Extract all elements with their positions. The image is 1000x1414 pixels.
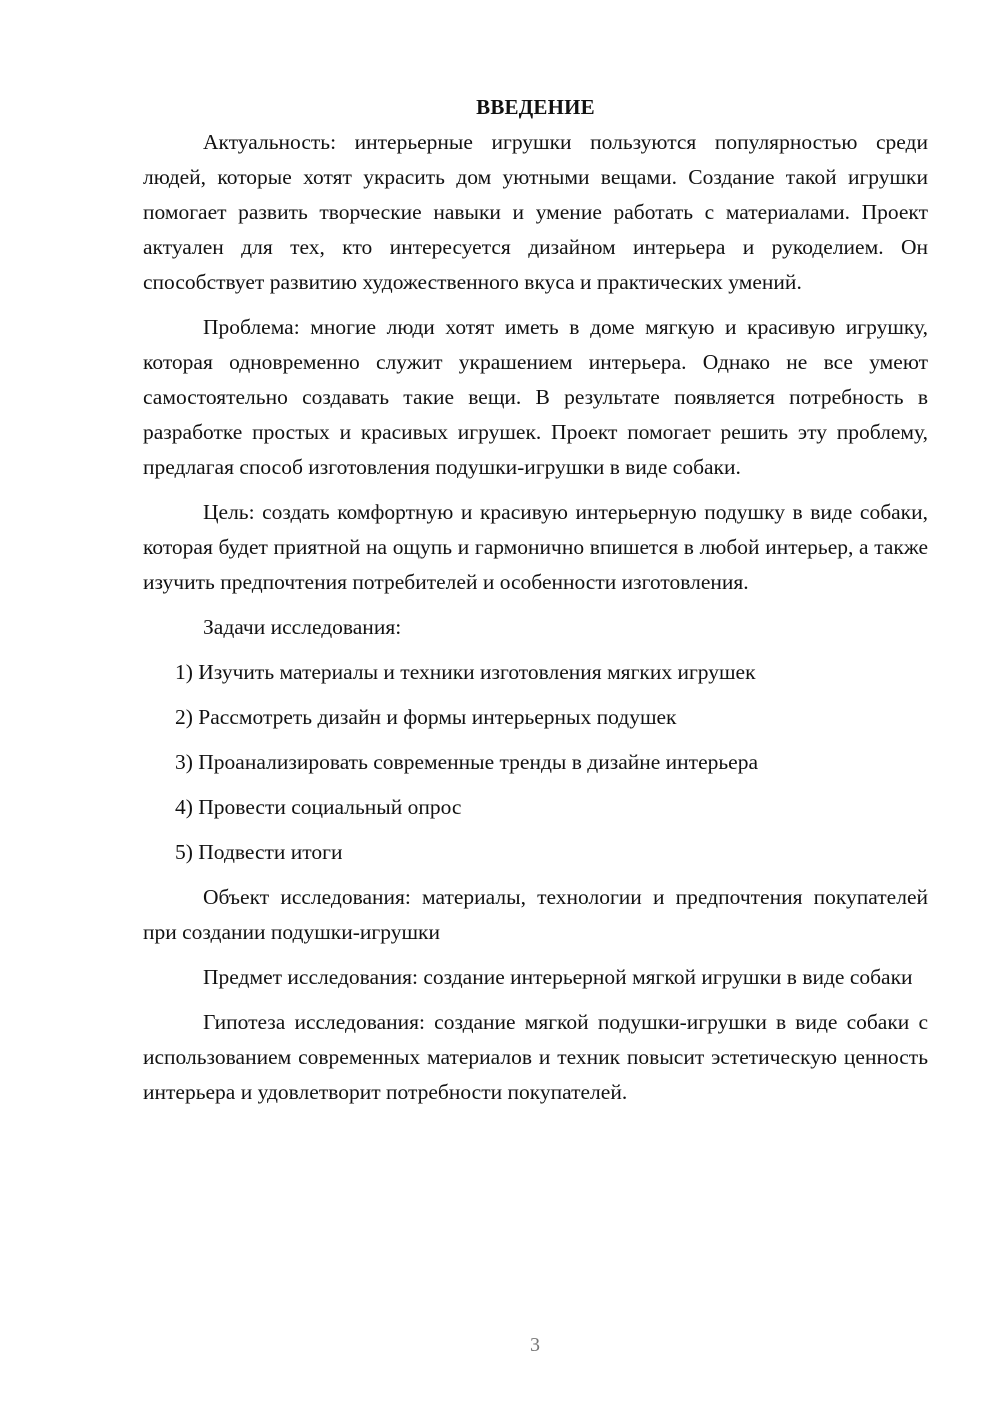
task-item: 4) Провести социальный опрос <box>175 795 462 819</box>
task-item: 1) Изучить материалы и техники изготовления мягких игрушек <box>175 660 756 684</box>
subject-paragraph: Предмет исследования: создание интерьерной мягкой игрушки в виде собаки <box>203 965 913 989</box>
object-paragraph: Объект исследования: материалы, технологии и предпочтения покупателей при создании подушки-игрушки <box>143 885 928 944</box>
document-page <box>143 90 928 1120</box>
relevance-paragraph: Актуальность: интерьерные игрушки пользуются популярностью среди людей, которые хотят украсить дом уютными вещами. Создание такой игрушки помогает развить творческие навыки и умение работать с материалами. Проект актуален для тех, кто интересуется дизайном интерьера и рукоделием. Он способствует развитию художественного вкуса и практических умений. <box>143 130 928 294</box>
task-list <box>143 655 928 870</box>
page-number: 3 <box>530 1334 540 1356</box>
tasks-title: Задачи исследования: <box>203 615 402 639</box>
task-item: 3) Проанализировать современные тренды в дизайне интерьера <box>175 750 759 774</box>
problem-paragraph: Проблема: многие люди хотят иметь в доме мягкую и красивую игрушку, которая одновременно служит украшением интерьера. Однако не все умеют самостоятельно создавать такие вещи. В результате появляется потребность в разработке простых и красивых игрушек. Проект помогает решить эту проблему, предлагая способ изготовления подушки-игрушки в виде собаки. <box>143 315 928 479</box>
goal-paragraph: Цель: создать комфортную и красивую интерьерную подушку в виде собаки, которая будет приятной на ощупь и гармонично впишется в любой интерьер, а также изучить предпочтения потребителей и особенности изготовления. <box>143 500 928 594</box>
task-item: 2) Рассмотреть дизайн и формы интерьерных подушек <box>175 705 677 729</box>
task-item: 5) Подвести итоги <box>175 840 343 864</box>
hypothesis-paragraph: Гипотеза исследования: создание мягкой подушки-игрушки в виде собаки с использованием современных материалов и техник повысит эстетическую ценность интерьера и удовлетворит потребности покупателей. <box>143 1010 928 1104</box>
section-heading: ВВЕДЕНИЕ <box>476 95 595 119</box>
